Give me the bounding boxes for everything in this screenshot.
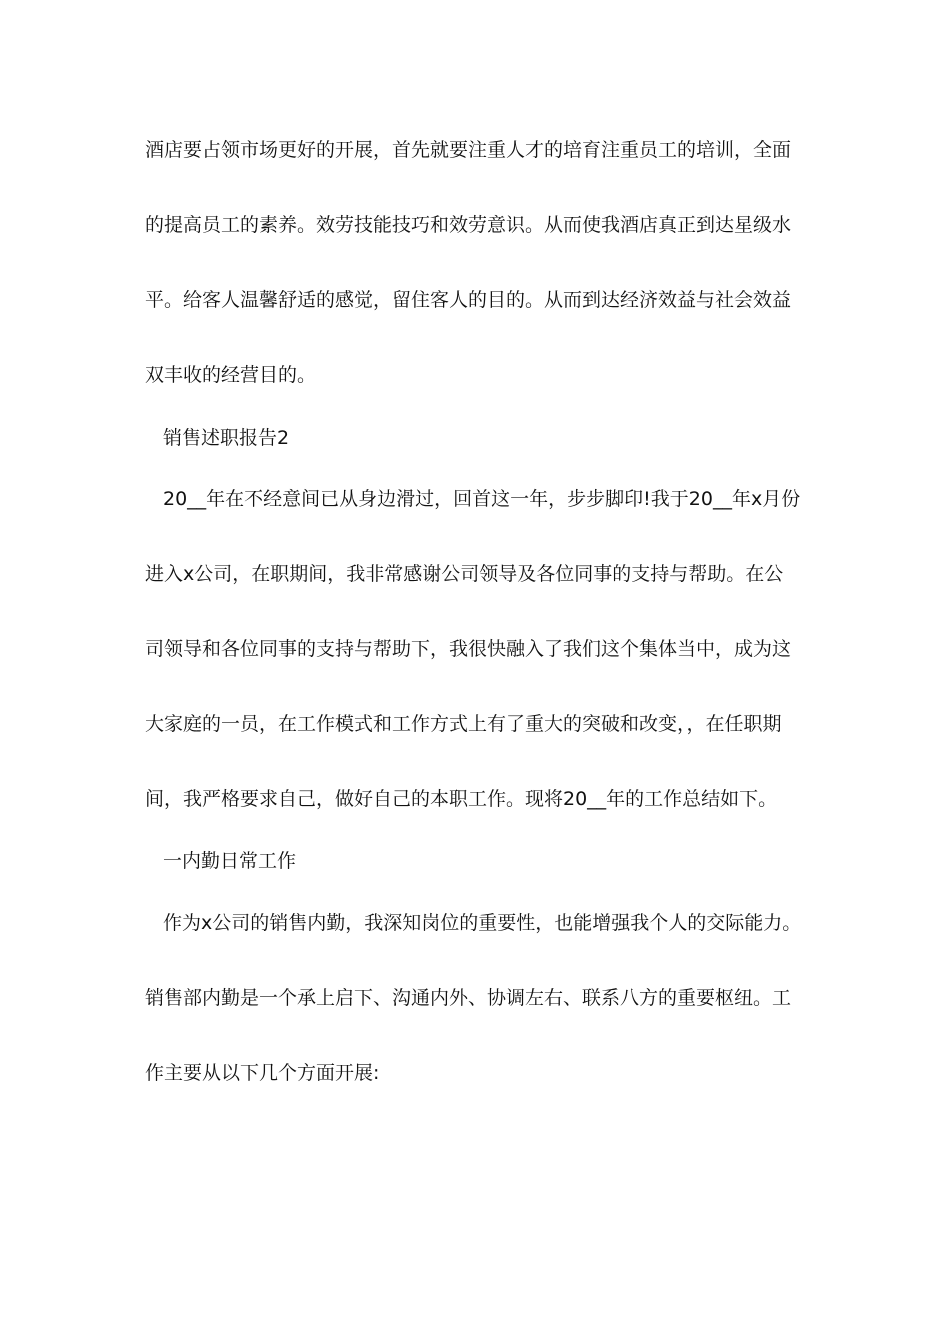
paragraph-line: 大家庭的一员，在工作模式和工作方式上有了重大的突破和改变，，在任职期: [145, 713, 782, 735]
paragraph-line: 销售部内勤是一个承上启下、沟通内外、协调左右、联系八方的重要枢纽。工: [145, 987, 792, 1009]
section-heading: 一内勤日常工作: [163, 850, 297, 872]
paragraph-line: 作主要从以下几个方面开展:: [145, 1062, 380, 1084]
paragraph-line: 酒店要占领市场更好的开展，首先就要注重人才的培育注重员工的培训，全面: [145, 139, 792, 161]
paragraph-line: 作为x公司的销售内勤，我深知岗位的重要性，也能增强我个人的交际能力。: [163, 912, 802, 934]
paragraph-line: 进入x公司，在职期间，我非常感谢公司领导及各位同事的支持与帮助。在公: [145, 563, 784, 585]
section-title: 销售述职报告2: [163, 427, 290, 449]
paragraph-line: 双丰收的经营目的。: [145, 364, 317, 386]
paragraph-line: 的提高员工的素养。效劳技能技巧和效劳意识。从而使我酒店真正到达星级水: [145, 214, 792, 236]
paragraph-line: 20__年在不经意间已从身边滑过，回首这一年，步步脚印!我于20__年x月份: [163, 488, 801, 510]
paragraph-line: 间，我严格要求自己，做好自己的本职工作。现将20__年的工作总结如下。: [145, 788, 778, 810]
paragraph-line: 平。给客人温馨舒适的感觉，留住客人的目的。从而到达经济效益与社会效益: [145, 289, 792, 311]
paragraph-line: 司领导和各位同事的支持与帮助下，我很快融入了我们这个集体当中，成为这: [145, 638, 792, 660]
